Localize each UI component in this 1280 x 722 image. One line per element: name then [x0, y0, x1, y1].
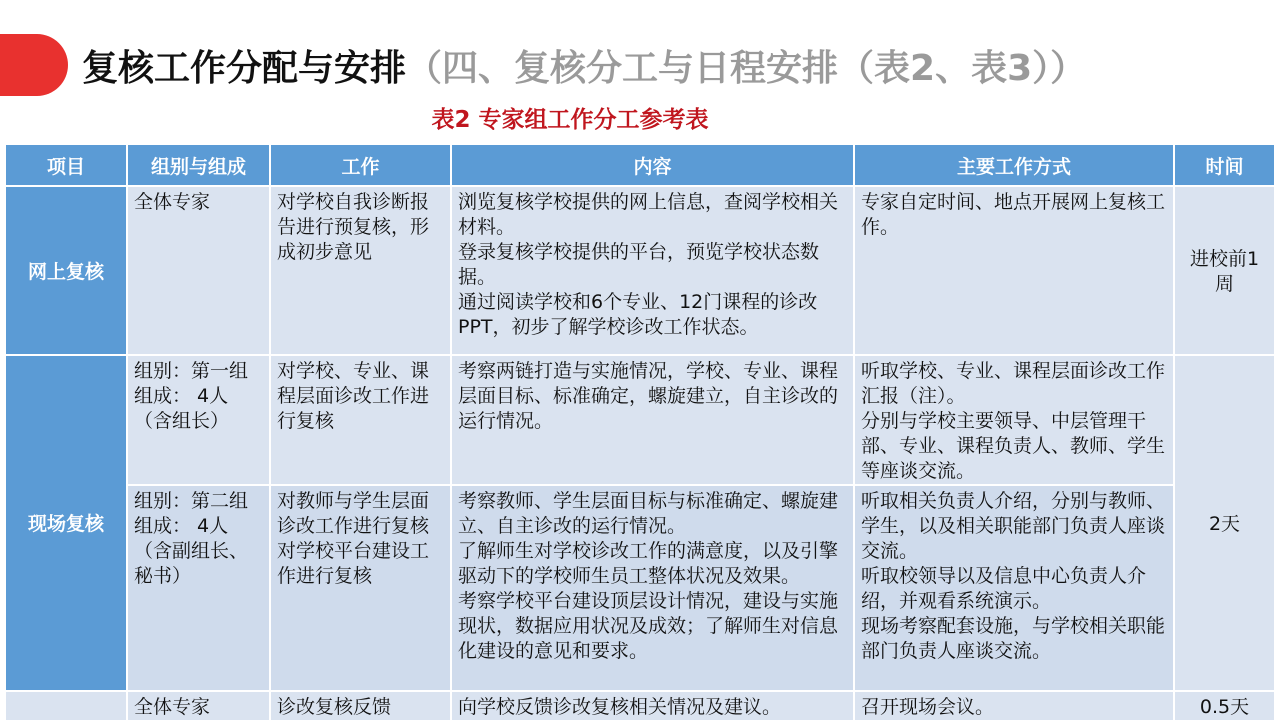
table-row — [5, 485, 1275, 691]
content-line: 考察教师、学生层面目标与标准确定、螺旋建立、自主诊改的运行情况。 — [458, 490, 839, 537]
work-cell: 诊改复核反馈 — [270, 691, 451, 721]
column-header: 主要工作方式 — [854, 144, 1174, 186]
content-cell — [451, 691, 854, 721]
group-cell: 组别：第一组 组成： 4人（含组长） — [127, 355, 270, 485]
content-line: 通过阅读学校和6个专业、12门课程的诊改PPT，初步了解学校诊改工作状态。 — [458, 291, 818, 338]
content-line: 了解师生对学校诊改工作的满意度，以及引擎驱动下的学校师生员工整体状况及效果。 — [458, 540, 839, 587]
content-cell — [451, 485, 854, 691]
table-caption: 表2 专家组工作分工参考表 — [431, 107, 709, 133]
content-line: 浏览复核学校提供的网上信息，查阅学校相关材料。 — [458, 191, 839, 238]
work-cell: 对学校、专业、课程层面诊改工作进行复核 — [270, 355, 451, 485]
column-header: 组别与组成 — [127, 144, 270, 186]
content-line: 向学校反馈诊改复核相关情况及建议。 — [458, 696, 782, 718]
column-header: 工作 — [270, 144, 451, 186]
page-title — [82, 40, 1086, 91]
method-line: 分别与学校主要领导、中层管理干部、专业、课程负责人、教师、学生等座谈交流。 — [861, 410, 1166, 482]
work-line: 对学校平台建设工作进行复核 — [277, 540, 430, 587]
method-line: 专家自定时间、地点开展网上复核工作。 — [861, 191, 1166, 238]
column-header: 内容 — [451, 144, 854, 186]
group-cell: 组别：第二组 组成： 4人（含副组长、秘书） — [127, 485, 270, 691]
column-header: 项目 — [5, 144, 127, 186]
method-line: 现场考察配套设施，与学校相关职能部门负责人座谈交流。 — [861, 615, 1166, 662]
group-cell: 全体专家 — [127, 691, 270, 721]
content-line: 考察两链打造与实施情况，学校、专业、课程层面目标、标准确定，螺旋建立，自主诊改的运行情况。 — [458, 360, 839, 432]
column-header: 时间 — [1174, 144, 1275, 186]
method-line: 听取相关负责人介绍，分别与教师、学生，以及相关职能部门负责人座谈交流。 — [861, 490, 1166, 562]
work-division-table — [4, 143, 1276, 722]
table-row — [5, 691, 1275, 721]
method-line: 听取校领导以及信息中心负责人介绍，并观看系统演示。 — [861, 565, 1147, 612]
method-line: 召开现场会议。 — [861, 696, 995, 718]
method-cell — [854, 485, 1174, 691]
table-header-row — [5, 144, 1275, 186]
table-row — [5, 355, 1275, 485]
time-cell: 2天 — [1174, 355, 1275, 691]
method-line: 听取学校、专业、课程层面诊改工作汇报（注）。 — [861, 360, 1166, 407]
page-title-sub: （四、复核分工与日程安排（表2、表3）） — [406, 48, 1087, 89]
method-cell — [854, 186, 1174, 355]
content-cell — [451, 186, 854, 355]
content-line: 登录复核学校提供的平台，预览学校状态数据。 — [458, 241, 820, 288]
work-cell — [270, 485, 451, 691]
title-accent-bar — [0, 34, 68, 96]
time-cell: 0.5天 — [1174, 691, 1275, 721]
table-row — [5, 186, 1275, 355]
work-line: 对教师与学生层面诊改工作进行复核 — [277, 490, 430, 537]
page-title-main: 复核工作分配与安排 — [82, 48, 407, 89]
work-cell: 对学校自我诊断报告进行预复核，形成初步意见 — [270, 186, 451, 355]
project-cell: 现场复核 — [5, 355, 127, 691]
project-cell: 网上复核 — [5, 186, 127, 355]
method-cell — [854, 691, 1174, 721]
group-cell: 全体专家 — [127, 186, 270, 355]
content-line: 考察学校平台建设顶层设计情况，建设与实施现状，数据应用状况及成效；了解师生对信息化建设的意见和要求。 — [458, 590, 839, 662]
time-cell: 进校前1周 — [1174, 186, 1275, 355]
method-cell — [854, 355, 1174, 485]
content-cell — [451, 355, 854, 485]
project-cell — [5, 691, 127, 721]
